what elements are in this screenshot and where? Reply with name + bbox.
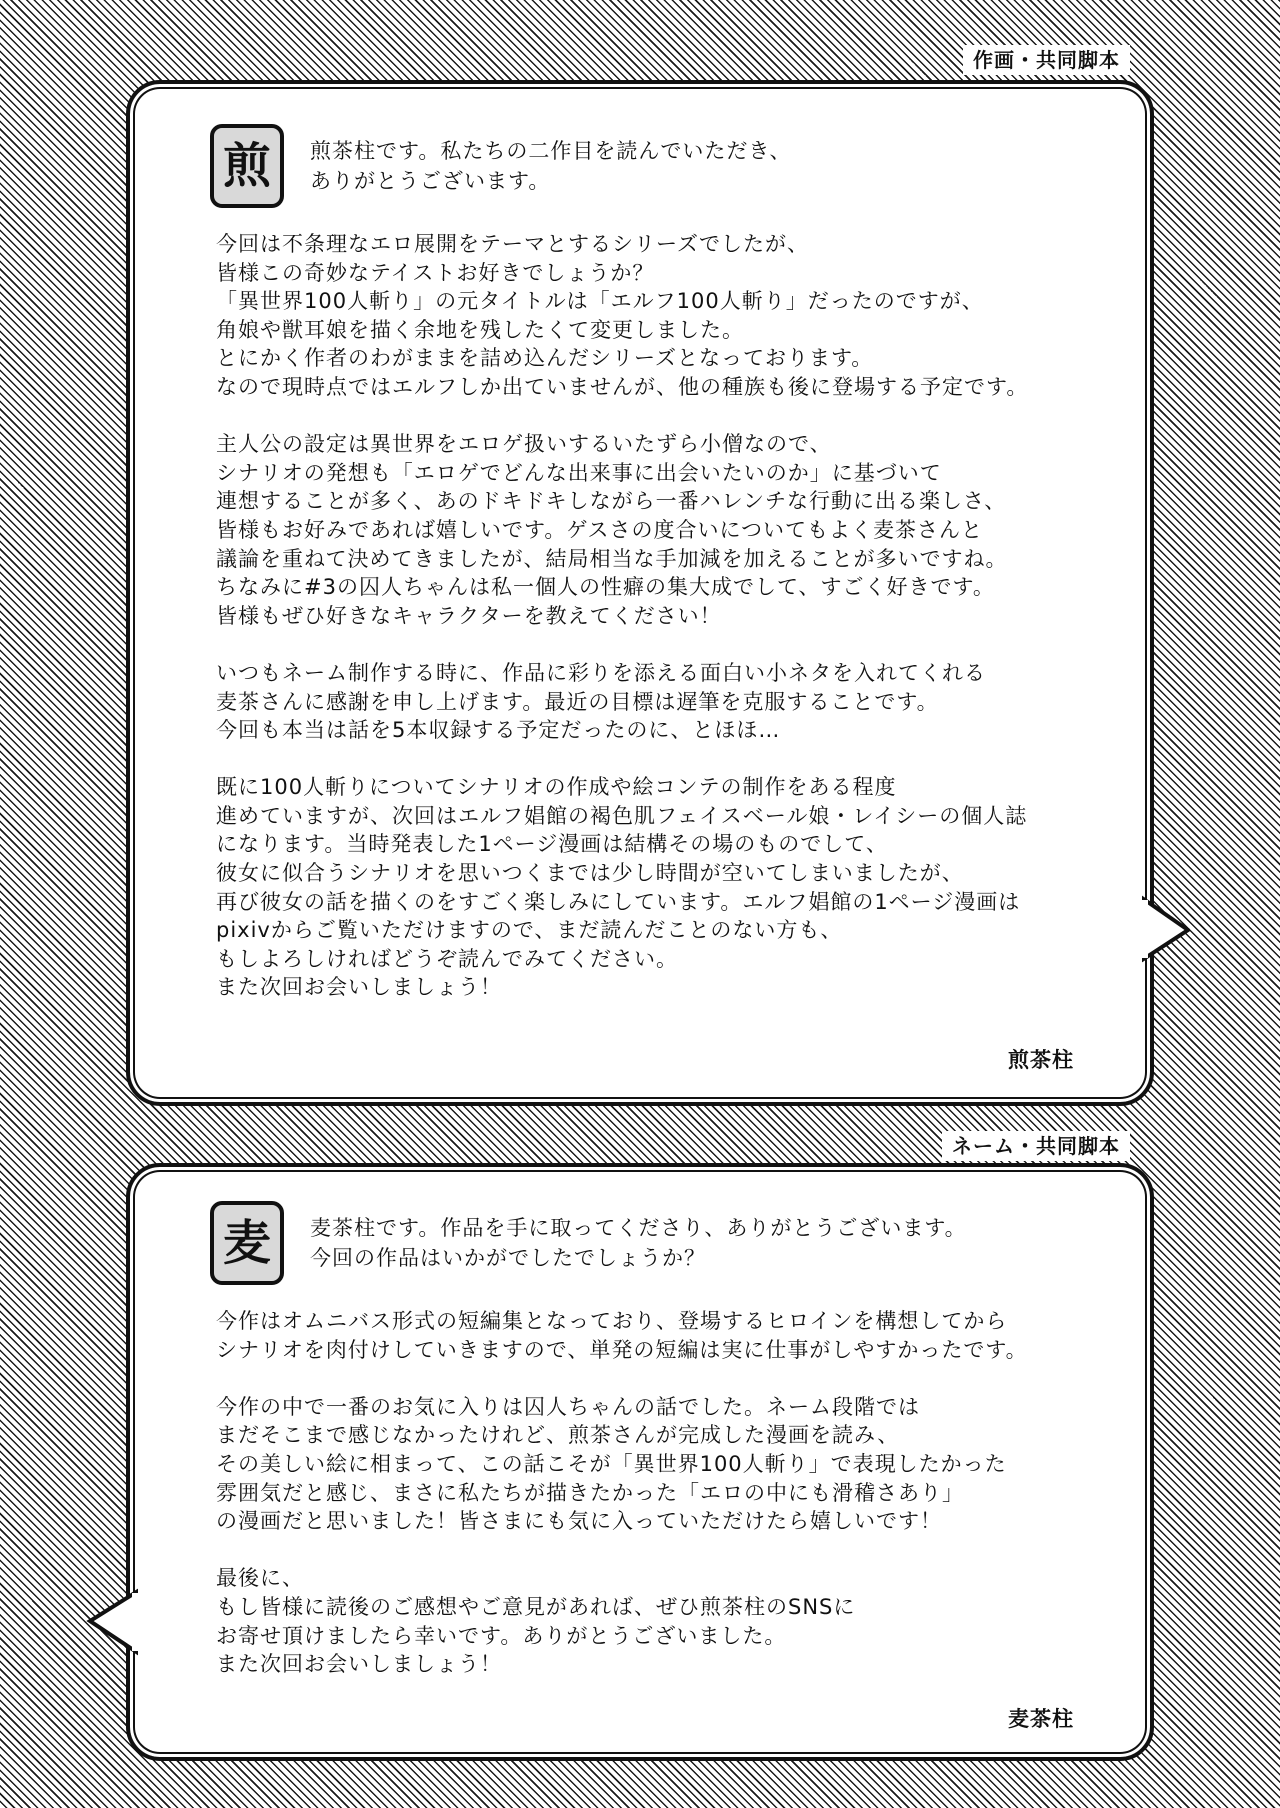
text-line: 今回は不条理なエロ展開をテーマとするシリーズでしたが、 (216, 232, 809, 256)
author-icon-sencha: 煎 (210, 124, 284, 208)
text-line: 「異世界100人斬り」の元タイトルは「エルフ100人斬り」だったのですが、 (216, 289, 984, 314)
text-line: 皆様もお好みであれば嬉しいです。ゲスさの度合いについてもよく麦茶さんと (216, 517, 984, 542)
intro-line: 麦茶柱です。作品を手に取ってくださり、ありがとうございます。 (310, 1216, 967, 1240)
text-line: まだそこまで感じなかったけれど、煎茶さんが完成した漫画を読み、 (216, 1423, 900, 1448)
text-line: の漫画だと思いました！皆さまにも気に入っていただけたら嬉しいです！ (216, 1509, 942, 1534)
text-line: pixivからご覧いただけますので、まだ読んだことのない方も、 (216, 918, 843, 943)
section1-intro (310, 136, 791, 196)
section2-intro (310, 1213, 967, 1273)
text-line: なので現時点ではエルフしか出ていませんが、他の種族も後に登場する予定です。 (216, 374, 1029, 399)
text-line: 皆様この奇妙なテイストお好きでしょうか？ (216, 260, 655, 285)
speech-tail-right (1142, 884, 1190, 974)
paragraph (216, 230, 1120, 402)
paragraph (216, 430, 1120, 630)
paragraph (216, 773, 1120, 1002)
section2-body (216, 1307, 1120, 1707)
signature-sencha: 煎茶柱 (1008, 1048, 1074, 1072)
text-line: また次回お会いしましょう！ (216, 975, 502, 1000)
text-line: 進めていますが、次回はエルフ娼館の褐色肌フェイスベール娘・レイシーの個人誌 (216, 803, 1028, 828)
text-line: 連想することが多く、あのドキドキしながら一番ハレンチな行動に出る楽しさ、 (216, 489, 1007, 514)
text-line: とにかく作者のわがままを詰め込んだシリーズとなっております。 (216, 346, 874, 371)
author-note-panel-2 (126, 1163, 1154, 1761)
text-line: 主人公の設定は異世界をエロゲ扱いするいたずら小僧なので、 (216, 432, 832, 457)
text-line: 今回も本当は話を5本収録する予定だったのに、とほほ… (216, 718, 781, 743)
text-line: になります。当時発表した1ページ漫画は結構その場のものでして、 (216, 832, 888, 857)
signature-mugicha: 麦茶柱 (1008, 1707, 1074, 1731)
section1-role-label: 作画・共同脚本 (963, 45, 1130, 75)
intro-line: 煎茶柱です。私たちの二作目を読んでいただき、 (310, 139, 792, 163)
text-line: シナリオの発想も「エロゲでどんな出来事に出会いたいのか」に基づいて (216, 460, 942, 485)
intro-line: ありがとうございます。 (310, 169, 551, 193)
text-line: その美しい絵に相まって、この話こそが「異世界100人斬り」で表現したかった (216, 1451, 1007, 1476)
text-line: ちなみに#3の囚人ちゃんは私一個人の性癖の集大成でして、すごく好きです。 (216, 575, 995, 600)
speech-tail-left (86, 1577, 138, 1667)
text-line: 既に100人斬りについてシナリオの作成や絵コンテの制作をある程度 (216, 775, 897, 800)
section1-body (216, 230, 1120, 1031)
author-icon-mugicha: 麦 (210, 1201, 284, 1285)
section2-role-label: ネーム・共同脚本 (942, 1131, 1130, 1161)
text-line: シナリオを肉付けしていきますので、単発の短編は実に仕事がしやすかったです。 (216, 1337, 1028, 1362)
text-line: もしよろしければどうぞ読んでみてください。 (216, 946, 678, 971)
paragraph (216, 1393, 1120, 1536)
text-line: 彼女に似合うシナリオを思いつくまでは少し時間が空いてしまいましたが、 (216, 861, 964, 886)
text-line: いつもネーム制作する時に、作品に彩りを添える面白い小ネタを入れてくれる (216, 660, 986, 685)
text-line: また次回お会いしましょう！ (216, 1652, 502, 1677)
text-line: 今作の中で一番のお気に入りは囚人ちゃんの話でした。ネーム段階では (216, 1394, 920, 1419)
text-line: 麦茶さんに感謝を申し上げます。最近の目標は遅筆を克服することです。 (216, 689, 939, 714)
text-line: 議論を重ねて決めてきましたが、結局相当な手加減を加えることが多いですね。 (216, 546, 1008, 571)
text-line: 最後に、 (216, 1566, 304, 1591)
text-line: 皆様もぜひ好きなキャラクターを教えてください！ (216, 603, 722, 628)
text-line: お寄せ頂けましたら幸いです。ありがとうございました。 (216, 1623, 787, 1648)
text-line: 再び彼女の話を描くのをすごく楽しみにしています。エルフ娼館の1ページ漫画は (216, 889, 1021, 914)
paragraph (216, 1564, 1120, 1678)
paragraph (216, 1307, 1120, 1364)
intro-line: 今回の作品はいかがでしたでしょうか？ (310, 1246, 706, 1270)
paragraph (216, 659, 1120, 745)
text-line: 角娘や獣耳娘を描く余地を残したくて変更しました。 (216, 317, 744, 342)
text-line: 雰囲気だと感じ、まさに私たちが描きたかった「エロの中にも滑稽さあり」 (216, 1480, 964, 1505)
text-line: もし皆様に読後のご感想やご意見があれば、ぜひ煎茶柱のSNSに (216, 1594, 856, 1619)
text-line: 今作はオムニバス形式の短編集となっており、登場するヒロインを構想してから (216, 1309, 1008, 1333)
author-note-panel-1 (126, 80, 1154, 1106)
